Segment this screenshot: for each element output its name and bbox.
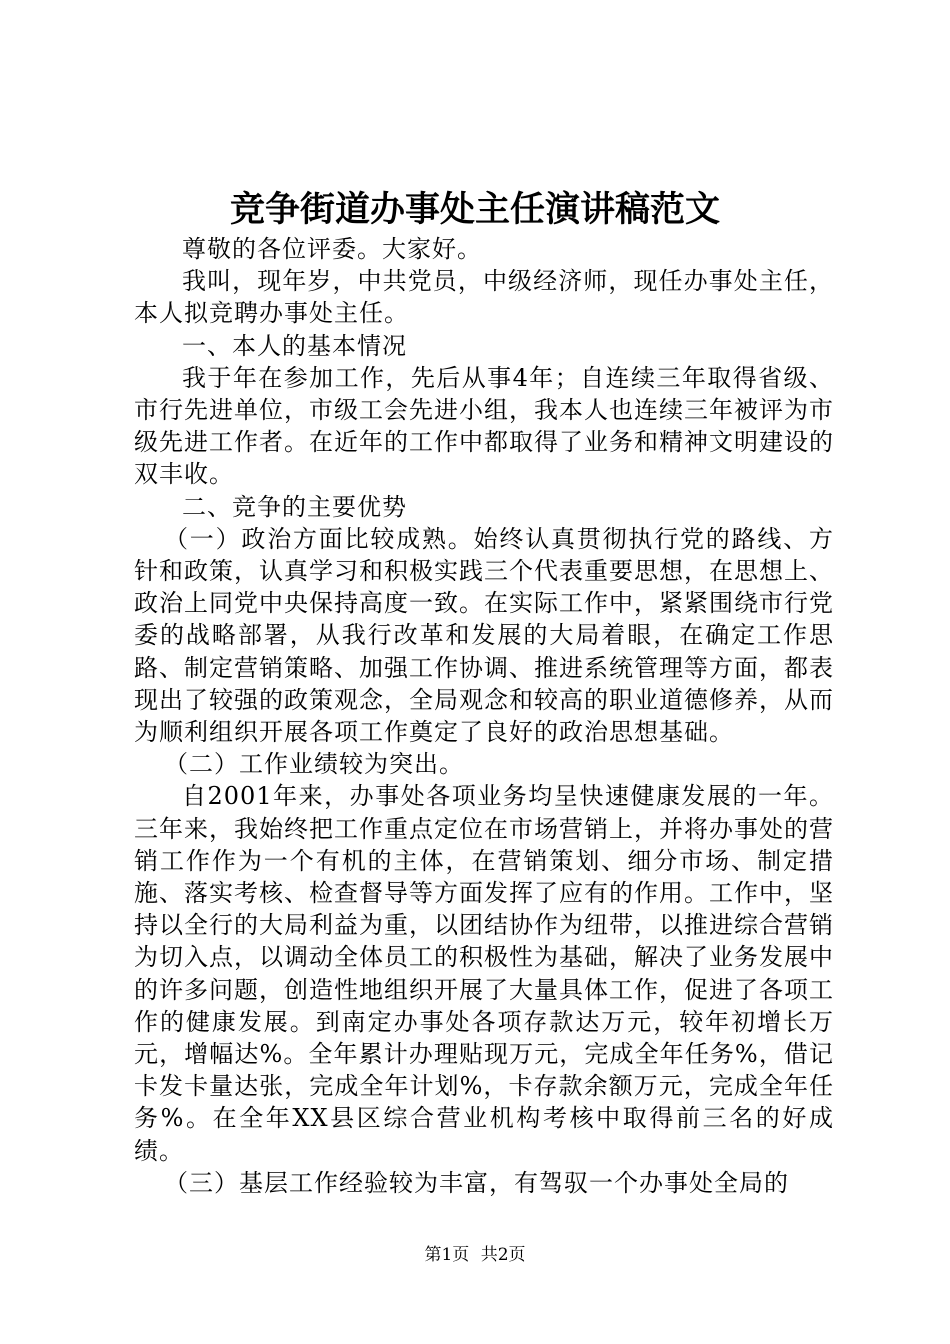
page-footer bbox=[0, 1243, 950, 1267]
paragraph-political: （一）政治方面比较成熟。始终认真贯彻执行党的路线、方针和政策，认真学习和积极实践三个代表重要思想，在思想上、政治上同党中央保持高度一致。在实际工作中，紧紧围绕市行党委的战略部署，从我行改革和发展的大局着眼，在确定工作思路、制定营销策略、加强工作协调、推进系统管理等方面，都表现出了较强的政策观念，全局观念和较高的职业道德修养，从而为顺利组织开展各项工作奠定了良好的政治思想基础。 bbox=[134, 524, 834, 747]
paragraph-basic-info: 我于年在参加工作，先后从事4年；自连续三年取得省级、市行先进单位，市级工会先进小组，我本人也连续三年被评为市级先进工作者。在近年的工作中都取得了业务和精神文明建设的双丰收。 bbox=[134, 363, 834, 489]
page-title: 竞争街道办事处主任演讲稿范文 bbox=[229, 189, 720, 230]
paragraph-performance: 自2001年来，办事处各项业务均呈快速健康发展的一年。三年来，我始终把工作重点定位在市场营销上，并将办事处的营销工作作为一个有机的主体，在营销策划、细分市场、制定措施、落实考核、检查督导等方面发挥了应有的作用。工作中，坚持以全行的大局利益为重，以团结协作为纽带，以推进综合营销为切入点，以调动全体员工的积极性为基础，解决了业务发展中的许多问题，创造性地组织开展了大量具体工作，促进了各项工作的健康发展。到南定办事处各项存款达万元，较年初增长万元，增幅达%。全年累计办理贴现万元，完成全年任务%，借记卡发卡量达张，完成全年计划%，卡存款余额万元，完成全年任务%。在全年XX县区综合营业机构考核中取得前三名的好成绩。 bbox=[134, 782, 834, 1165]
page-number: 第1页 bbox=[424, 1245, 470, 1265]
section-heading-basic-info: 一、本人的基本情况 bbox=[182, 331, 407, 360]
subheading-performance: （二）工作业绩较为突出。 bbox=[164, 750, 464, 779]
section-heading-advantages: 二、竞争的主要优势 bbox=[182, 492, 407, 521]
paragraph-experience: （三）基层工作经验较为丰富，有驾驭一个办事处全局的 bbox=[164, 1168, 789, 1197]
page-total: 共2页 bbox=[480, 1245, 526, 1265]
paragraph-greeting: 尊敬的各位评委。大家好。 bbox=[182, 235, 482, 263]
paragraph-introduction: 我叫，现年岁，中共党员，中级经济师，现任办事处主任，本人拟竞聘办事处主任。 bbox=[134, 267, 834, 328]
document-body bbox=[134, 233, 834, 1199]
